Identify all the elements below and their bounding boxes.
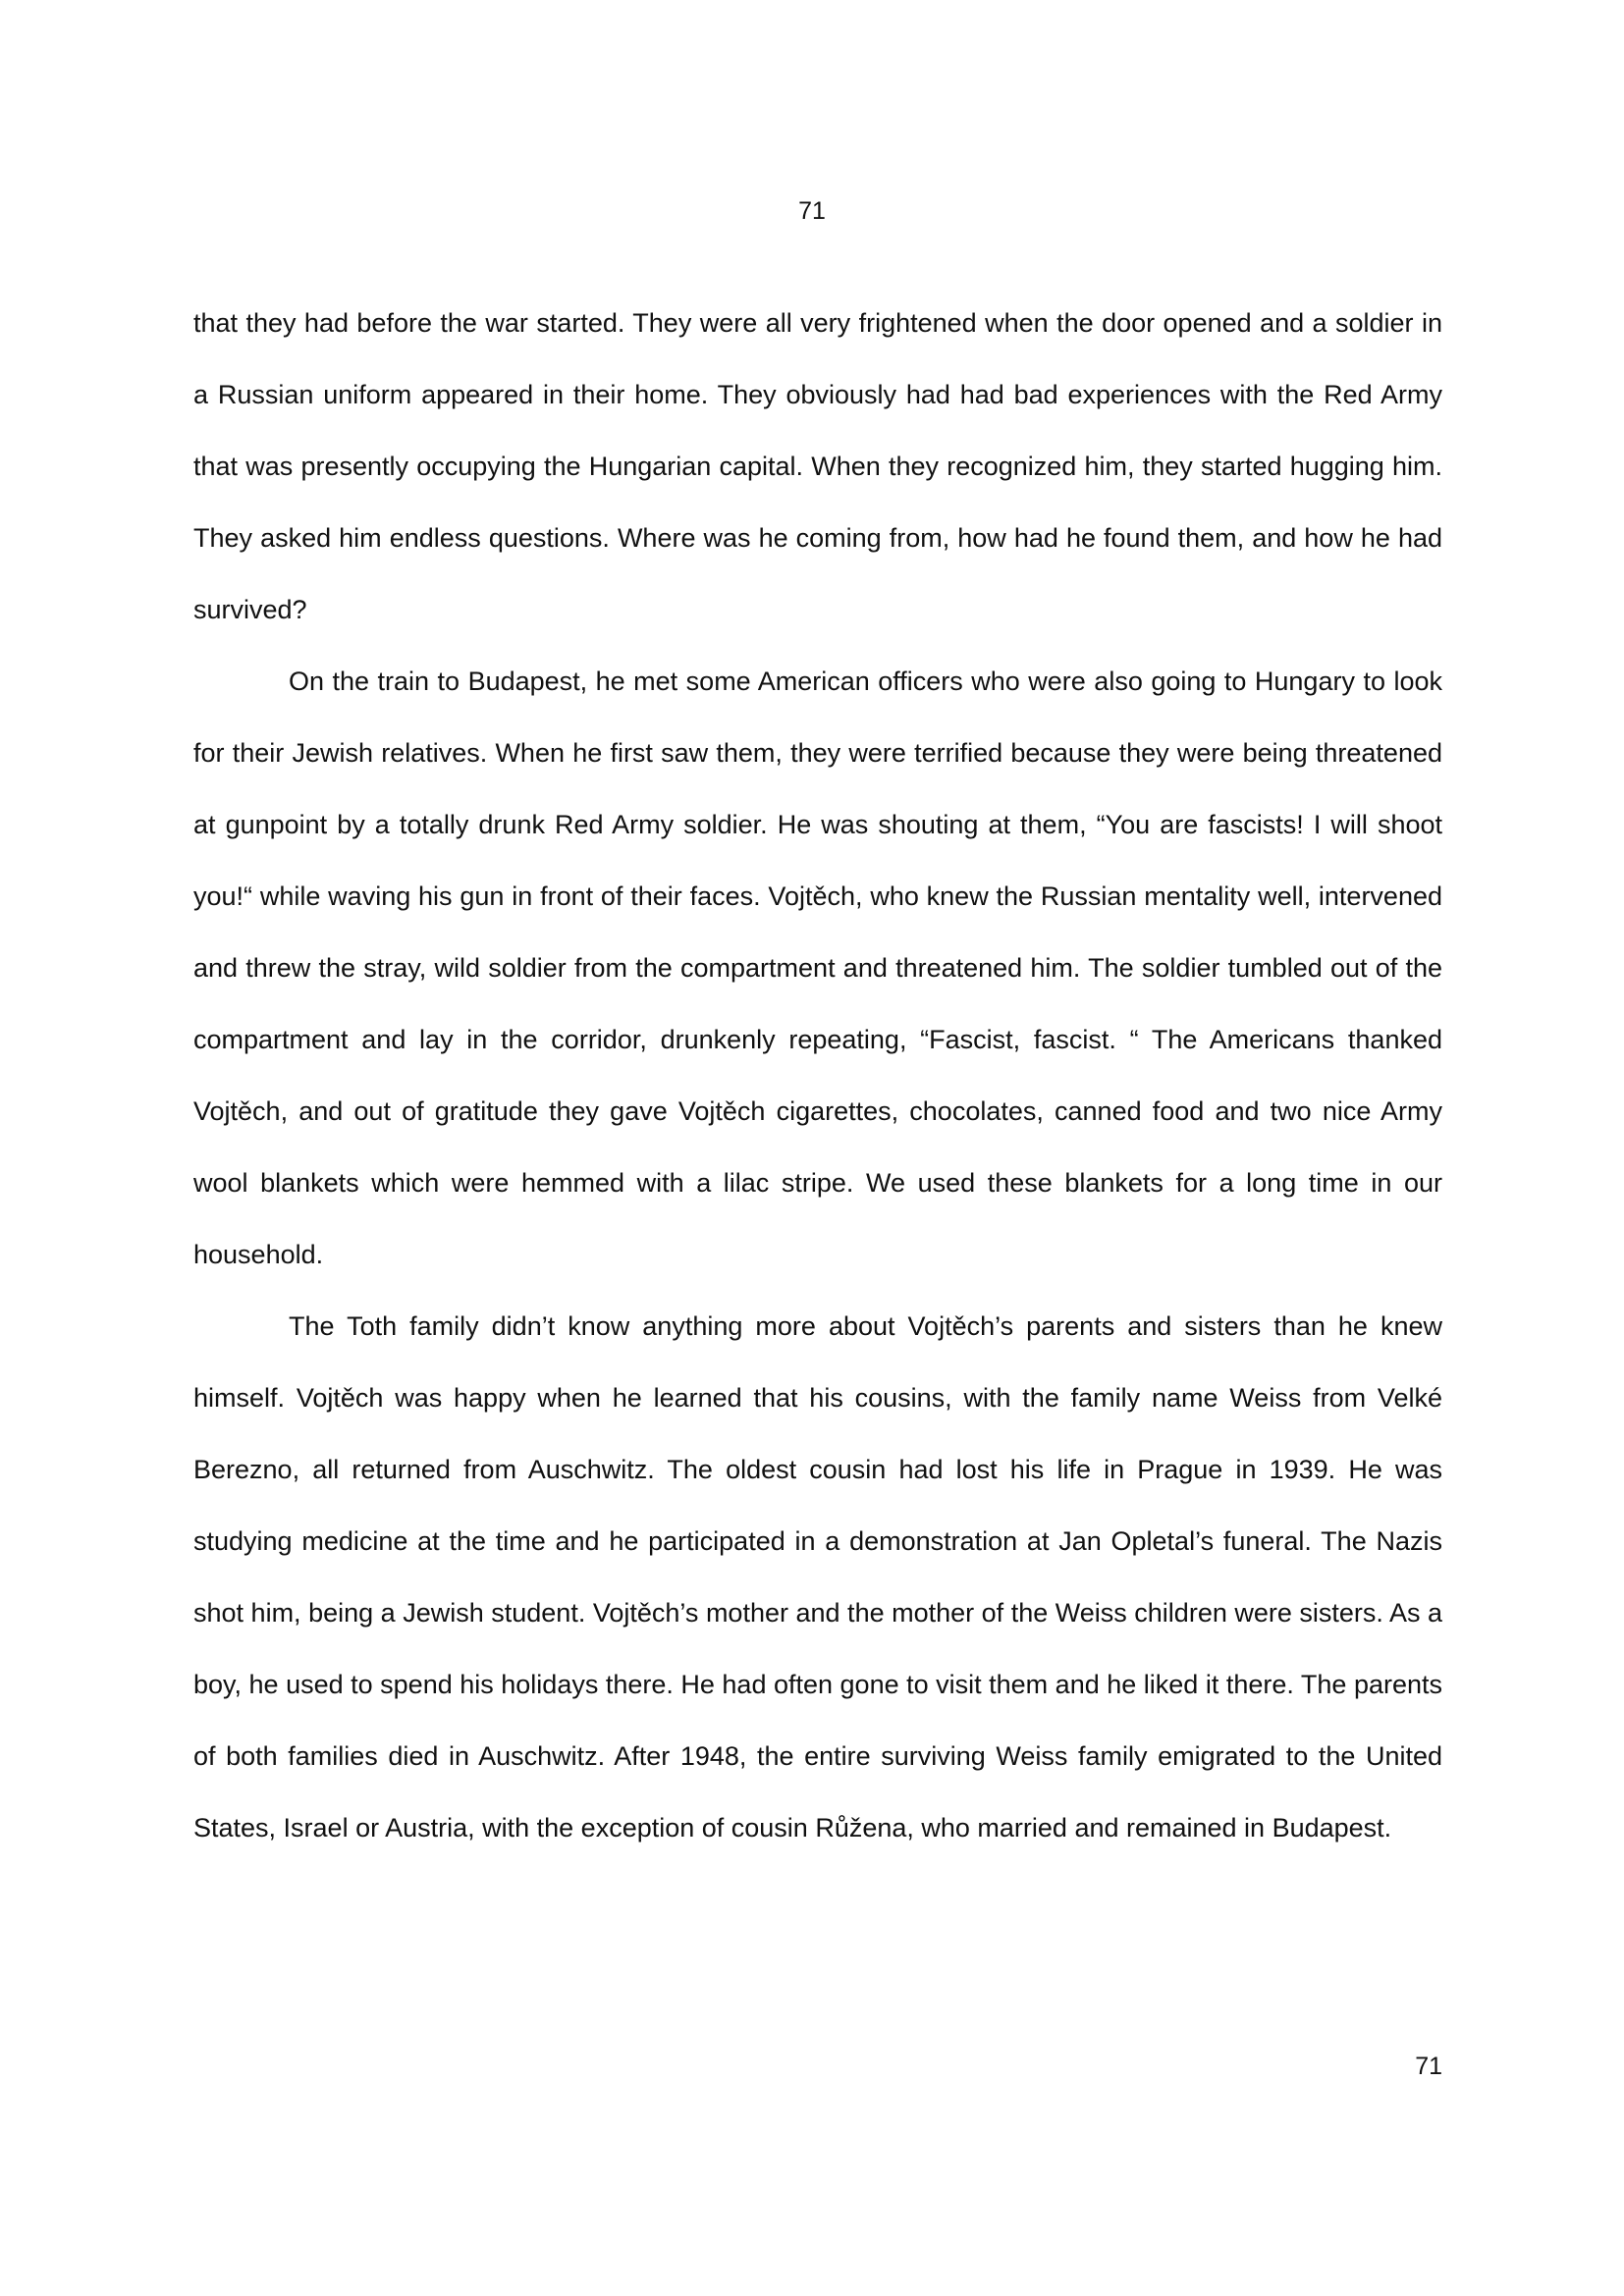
- paragraph-continuation: that they had before the war started. They were all very frightened when the door opened and a soldier in a Russian uniform appeared in their home. They obviously had had bad experiences with the Red Army that was presently occupying the Hungarian capital. When they recognized him, they started hugging him. They asked him endless questions. Where was he coming from, how had he found them, and how he had survived?: [193, 308, 1442, 624]
- page-number-header: 71: [798, 197, 826, 225]
- page-number-footer: 71: [1415, 2053, 1442, 2080]
- body-text: [193, 288, 1442, 1864]
- paragraph-train-to-budapest: On the train to Budapest, he met some American officers who were also going to Hungary to look for their Jewish relatives. When he first saw them, they were terrified because they were being threatened at gunpoint by a totally drunk Red Army soldier. He was shouting at them, “You are fascists! I will shoot you!“ while waving his gun in front of their faces. Vojtěch, who knew the Russian mentality well, intervened and threw the stray, wild soldier from the compartment and threatened him. The soldier tumbled out of the compartment and lay in the corridor, drunkenly repeating, “Fascist, fascist. “ The Americans thanked Vojtěch, and out of gratitude they gave Vojtěch cigarettes, chocolates, canned food and two nice Army wool blankets which were hemmed with a lilac stripe. We used these blankets for a long time in our household.: [193, 667, 1442, 1269]
- paragraph-toth-family: The Toth family didn’t know anything more about Vojtěch’s parents and sisters than he knew himself. Vojtěch was happy when he learned that his cousins, with the family name Weiss from Velké Berezno, all returned from Auschwitz. The oldest cousin had lost his life in Prague in 1939. He was studying medicine at the time and he participated in a demonstration at Jan Opletal’s funeral. The Nazis shot him, being a Jewish student. Vojtěch’s mother and the mother of the Weiss children were sisters. As a boy, he used to spend his holidays there. He had often gone to visit them and he liked it there. The parents of both families died in Auschwitz. After 1948, the entire surviving Weiss family emigrated to the United States, Israel or Austria, with the exception of cousin Růžena, who married and remained in Budapest.: [193, 1311, 1442, 1842]
